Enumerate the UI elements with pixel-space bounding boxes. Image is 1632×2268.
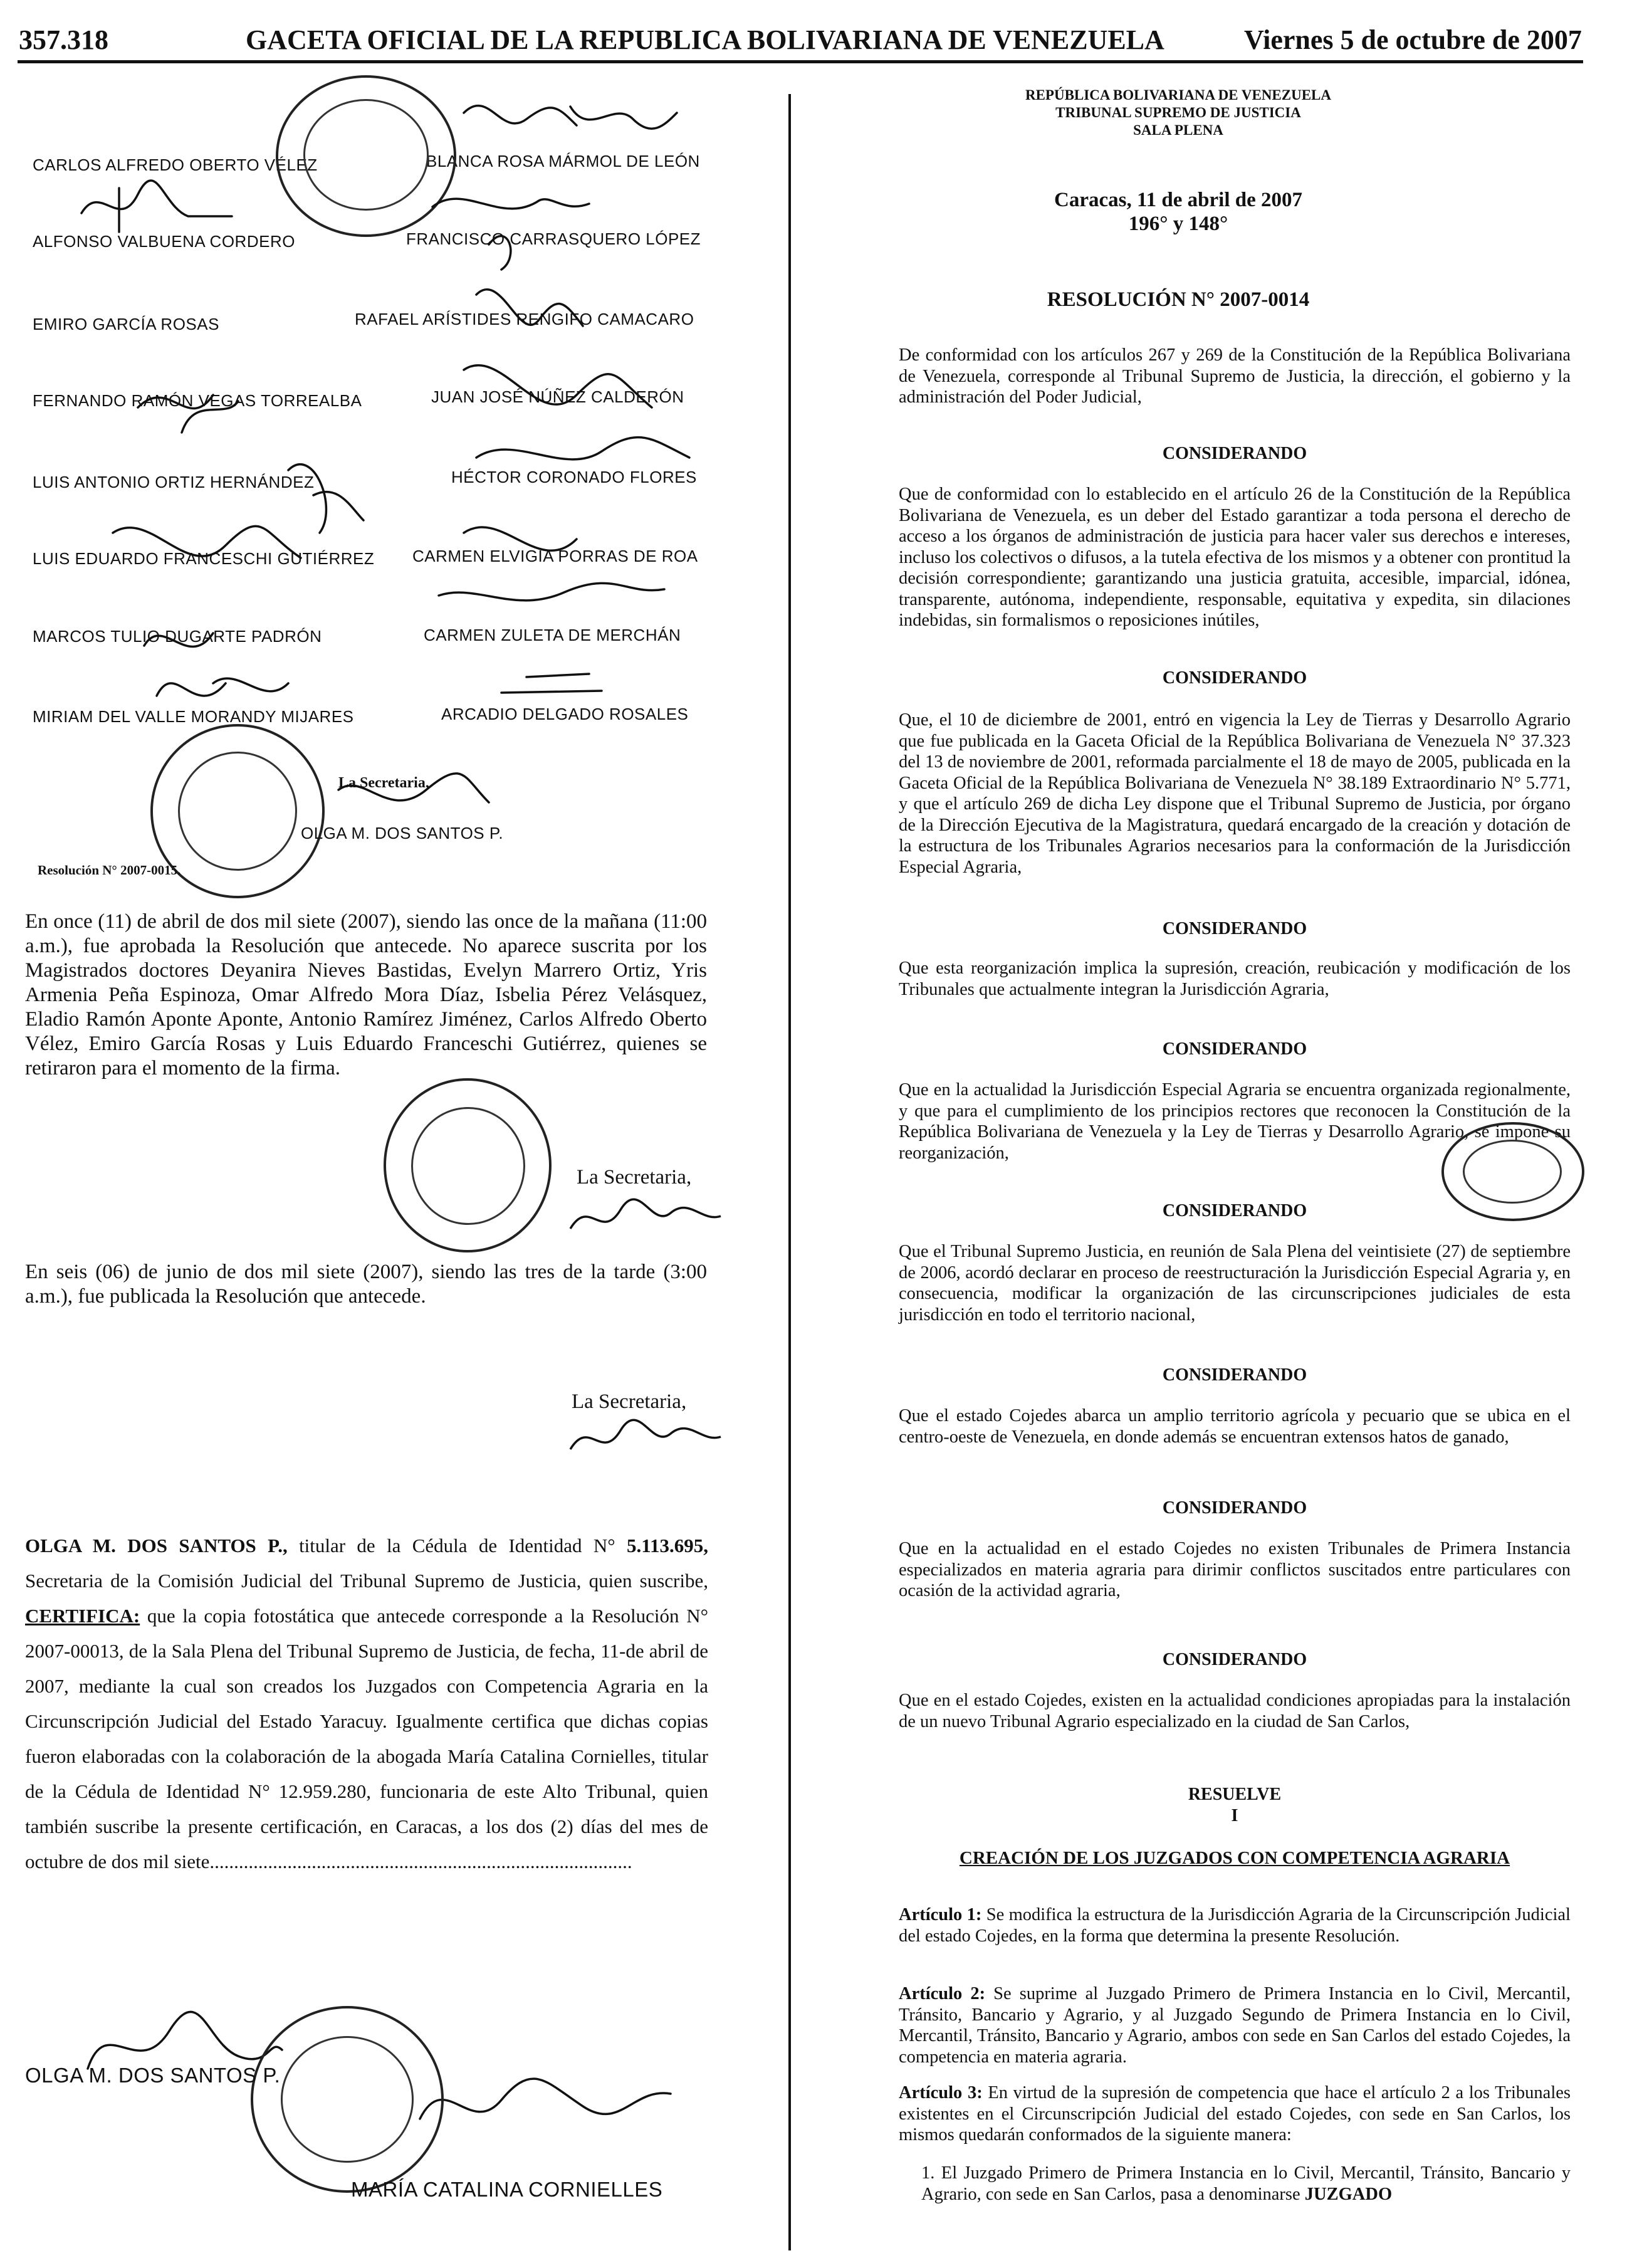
signatory-name: FRANCISCO CARRASQUERO LÓPEZ xyxy=(406,229,701,248)
signatories-block xyxy=(25,81,733,896)
considerando-heading: CONSIDERANDO xyxy=(1162,1498,1307,1518)
publication-paragraph: En seis (06) de junio de dos mil siete (2007), siendo las tres de la tarde (3:00 a.m.), fue publicada la Resolución que antecede. xyxy=(25,1261,707,1308)
considerando-heading: CONSIDERANDO xyxy=(1162,1039,1307,1059)
institution-header xyxy=(902,87,1454,139)
considerando-paragraph: Que el Tribunal Supremo Justicia, en reunión de Sala Plena del veintisiete (27) de septiembre de 2006, acordó declarar en proceso de reestructuración la Jurisdicción Especial Agraria y, en consecuencia, modificar la organización de las circunscripciones judiciales de esta jurisdicción en todo el territorio nacional, xyxy=(899,1242,1571,1325)
secretaria-label: La Secretaria, xyxy=(572,1390,687,1413)
years-line: 196° y 148° xyxy=(1128,213,1228,235)
signatory-name: LUIS EDUARDO FRANCESCHI GUTIÉRREZ xyxy=(33,549,375,568)
approval-paragraph: En once (11) de abril de dos mil siete (2007), siendo las once de la mañana (11:00 a.m.), fue aprobada la Resolución que antecede. No aparece suscrita por los Magistrados doctores Deyanira Nieves Bastidas, Evelyn Marrero Ortiz, Yris Armenia Peña Espinoza, Omar Alfredo Mora Díaz, Isbelia Pérez Velásquez, Eladio Ramón Aponte Aponte, Antonio Ramírez Jiménez, Carlos Alfredo Oberto Vélez, Emiro García Rosas y Luis Eduardo Franceschi Gutiérrez, quienes se retiraron para el momento de la firma. xyxy=(25,910,707,1079)
secretaria-label: La Secretaria, xyxy=(338,775,429,791)
article-label: Artículo 3: xyxy=(899,2083,983,2103)
considerando-heading: CONSIDERANDO xyxy=(1162,1365,1307,1385)
considerando-heading: CONSIDERANDO xyxy=(1162,919,1307,938)
court-seal xyxy=(251,2006,444,2193)
article-2 xyxy=(899,1983,1571,2067)
court-seal xyxy=(384,1078,552,1252)
header-rule xyxy=(18,60,1583,63)
signatory-name: CARMEN ELVIGIA PORRAS DE ROA xyxy=(412,547,698,565)
certification-paragraph xyxy=(25,1528,708,1879)
resolution-reference: Resolución N° 2007-0015. xyxy=(38,863,181,878)
signatory-name: FERNANDO RAMÓN VEGAS TORREALBA xyxy=(33,391,362,410)
column-divider xyxy=(788,94,791,2250)
institution-line: REPÚBLICA BOLIVARIANA DE VENEZUELA xyxy=(1025,87,1332,103)
article-label: Artículo 2: xyxy=(899,1984,986,2003)
considerando-heading: CONSIDERANDO xyxy=(1162,444,1307,463)
place-date xyxy=(902,188,1454,236)
signatory-name: HÉCTOR CORONADO FLORES xyxy=(451,468,697,486)
signatory-name: CARMEN ZULETA DE MERCHÁN xyxy=(424,626,681,644)
considerando-paragraph: Que, el 10 de diciembre de 2001, entró en vigencia la Ley de Tierras y Desarrollo Agrario que fue publicada en la Gaceta Oficial de la República Bolivariana de Venezuela N° 37.323 del 13 de noviembre de 2001, reformada parcialmente el 18 de mayo de 2005, publicada en la Gaceta Oficial de la República Bolivariana de Venezuela N° 38.189 Extraordinario N° 5.771, y que el artículo 269 de dicha Ley dispone que el Tribunal Supremo de Justicia, por órgano de la Dirección Ejecutiva de la Magistratura, quedará encargado de la creación y dotación de la estructura de los Tribunales Agrarios necesarios para la conformación de la Jurisdicción Especial Agraria, xyxy=(899,710,1571,877)
considerando-paragraph: Que en la actualidad la Jurisdicción Especial Agraria se encuentra organizada regionalmente, y que para el cumplimiento de los principios rectores que reconocen la Constitución de la República Bolivariana de Venezuela y la Ley de Tierras y Desarrollo Agrario, se impone su reorganización, xyxy=(899,1080,1571,1163)
considerando-paragraph: Que el estado Cojedes abarca un amplio territorio agrícola y pecuario que se ubica en el centro-oeste de Venezuela, en donde además se encuentran extensos hatos de ganado, xyxy=(899,1406,1571,1447)
article-label: Artículo 1: xyxy=(899,1905,982,1924)
signatory-name: RAFAEL ARÍSTIDES RENGIFO CAMACARO xyxy=(355,310,694,328)
signature-name: OLGA M. DOS SANTOS P. xyxy=(25,2064,281,2087)
resolution-title: RESOLUCIÓN N° 2007-0014 xyxy=(1047,288,1310,311)
signatory-name: BLANCA ROSA MÁRMOL DE LEÓN xyxy=(426,152,700,171)
section-title: CREACIÓN DE LOS JUZGADOS CON COMPETENCIA AGRARIA xyxy=(959,1848,1510,1868)
article-text: Se modifica la estructura de la Jurisdicción Agraria de la Circunscripción Judicial del estado Cojedes, en la forma que determina la presente Resolución. xyxy=(899,1905,1571,1946)
handwritten-signatures xyxy=(25,81,733,896)
article-text: En virtud de la supresión de competencia que hace el artículo 2 a los Tribunales existentes en el Circunscripción Judicial del estado Cojedes, con sede en San Carlos, los mismos quedarán conformados de la siguiente manera: xyxy=(899,2083,1571,2145)
institution-line: SALA PLENA xyxy=(1133,122,1223,138)
gazette-title: GACETA OFICIAL DE LA REPUBLICA BOLIVARIANA DE VENEZUELA xyxy=(246,24,1164,55)
resuelve-heading xyxy=(899,1784,1571,1827)
list-item-text: El Juzgado Primero de Primera Instancia en lo Civil, Mercantil, Tránsito, Bancario y Agrario, con sede en San Carlos, pasa a denominarse xyxy=(921,2163,1571,2204)
signatory-name: CARLOS ALFREDO OBERTO VÉLEZ xyxy=(33,155,318,174)
secretary-signature xyxy=(564,1191,727,1247)
page-number: 357.318 xyxy=(19,24,108,55)
resuelve-label: RESUELVE xyxy=(1188,1785,1282,1804)
certifier-id: 5.113.695, xyxy=(626,1535,709,1557)
signatory-name: ALFONSO VALBUENA CORDERO xyxy=(33,232,295,251)
signatory-name: ARCADIO DELGADO ROSALES xyxy=(441,705,689,723)
section-number: I xyxy=(1231,1806,1238,1825)
secretaria-name: OLGA M. DOS SANTOS P. xyxy=(301,824,504,843)
considerando-heading: CONSIDERANDO xyxy=(1162,1650,1307,1669)
signatory-name: LUIS ANTONIO ORTIZ HERNÁNDEZ xyxy=(33,473,315,491)
considerando-heading: CONSIDERANDO xyxy=(1162,1201,1307,1221)
institution-line: TRIBUNAL SUPREMO DE JUSTICIA xyxy=(1055,105,1301,120)
article-1 xyxy=(899,1904,1571,1946)
article-text: Se suprime al Juzgado Primero de Primera Instancia en lo Civil, Mercantil, Tránsito, Bancario y Agrario, y al Juzgado Segundo de Primera Instancia en lo Civil, Mercantil, Tránsito, Bancario y Agrario, ambos con sede en San Carlos del estado Cojedes, la competencia en materia agraria. xyxy=(899,1984,1571,2067)
cert-text: Secretaria de la Comisión Judicial del Tribunal Supremo de Justicia, quien suscribe, xyxy=(25,1570,708,1592)
place-date-line: Caracas, 11 de abril de 2007 xyxy=(1054,189,1302,211)
cert-text: que la copia fotostática que antecede corresponde a la Resolución N° 2007-00013, de la Sala Plena del Tribunal Supremo de Justicia, de fecha, 11-de abril de 2007, mediante la cual son creados los Juzgados con Competencia Agraria en la Circunscripción Judicial del Estado Yaracuy. Igualmente certifica que dichas copias fueron elaboradas con la colaboración de la abogada María Catalina Cornielles, titular de la Cédula de Identidad N° 12.959.280, funcionaria de este Alto Tribunal, quien también suscribe la presente certificación, en Caracas, a los dos (2) días del mes de octubre de dos mil siete....................................................................................... xyxy=(25,1605,708,1872)
signatory-name: EMIRO GARCÍA ROSAS xyxy=(33,315,219,333)
secretaria-label: La Secretaria, xyxy=(577,1166,692,1189)
list-item-bold: JUZGADO xyxy=(1304,2184,1393,2204)
cert-text: titular de la Cédula de Identidad N° xyxy=(287,1535,615,1557)
list-item-number: 1. xyxy=(921,2163,935,2183)
intro-paragraph: De conformidad con los artículos 267 y 269 de la Constitución de la República Bolivariana de Venezuela, corresponde al Tribunal Supremo de Justicia, la dirección, el gobierno y la administración del Poder Judicial, xyxy=(899,345,1571,407)
considerando-heading: CONSIDERANDO xyxy=(1162,668,1307,688)
article-3 xyxy=(899,2082,1571,2146)
considerando-paragraph: Que en la actualidad en el estado Cojedes no existen Tribunales de Primera Instancia especializados en materia agraria para dirimir conflictos suscitados entre particulares con ocasión de la actividad agraria, xyxy=(899,1539,1571,1600)
gazette-date: Viernes 5 de octubre de 2007 xyxy=(1244,24,1582,55)
signatory-name: MARCOS TULIO DUGARTE PADRÓN xyxy=(33,627,322,646)
certifica-label: CERTIFICA: xyxy=(25,1605,140,1627)
considerando-paragraph: Que en el estado Cojedes, existen en la actualidad condiciones apropiadas para la instalación de un nuevo Tribunal Agrario especializado en la ciudad de San Carlos, xyxy=(899,1691,1571,1731)
signature-name: MARÍA CATALINA CORNIELLES xyxy=(351,2178,663,2201)
considerando-paragraph: Que de conformidad con lo establecido en el artículo 26 de la Constitución de la República Bolivariana de Venezuela, es un deber del Estado garantizar a toda persona el derecho de acceso a los órganos de administración de justicia para hacer valer sus derechos e intereses, incluso los colectivos o difusos, a la tutela efectiva de los mismos y a obtener con prontitud la decisión correspondiente; garantizando una justicia gratuita, accesible, imparcial, idónea, transparente, autónoma, independiente, responsable, equitativa y expedita, sin dilaciones indebidas, sin formalismos o reposiciones inútiles, xyxy=(899,485,1571,630)
secretary-signature xyxy=(564,1412,727,1468)
considerando-paragraph: Que esta reorganización implica la supresión, creación, reubicación y modificación de los Tribunales que actualmente integran la Jurisdicción Agraria, xyxy=(899,958,1571,999)
list-item xyxy=(921,2163,1571,2205)
signatory-name: MIRIAM DEL VALLE MORANDY MIJARES xyxy=(33,707,354,726)
certifier-name: OLGA M. DOS SANTOS P., xyxy=(25,1535,288,1557)
signatory-name: JUAN JOSÉ NÚÑEZ CALDERÓN xyxy=(431,387,684,406)
